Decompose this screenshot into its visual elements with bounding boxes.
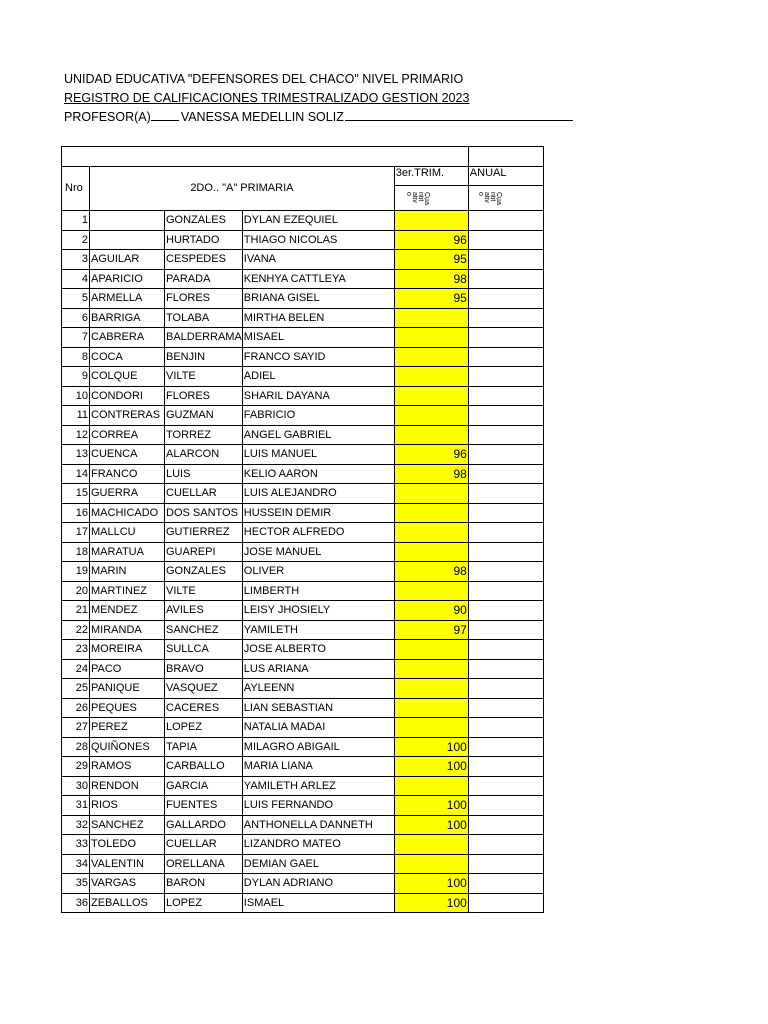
given-names: BRIANA GISEL xyxy=(242,289,394,309)
row-number: 32 xyxy=(62,815,90,835)
given-names: LUIS ALEJANDRO xyxy=(242,484,394,504)
surname-1: CONTRERAS xyxy=(90,406,165,426)
given-names: LUIS MANUEL xyxy=(242,445,394,465)
surname-1: SANCHEZ xyxy=(90,815,165,835)
grade-anual[interactable] xyxy=(468,620,543,640)
table-row xyxy=(62,347,544,367)
given-names: HECTOR ALFREDO xyxy=(242,523,394,543)
row-number: 30 xyxy=(62,776,90,796)
grade-3er-trim[interactable]: 98 xyxy=(394,562,468,582)
surname-1: MARATUA xyxy=(90,542,165,562)
given-names: MISAEL xyxy=(242,328,394,348)
row-number: 24 xyxy=(62,659,90,679)
table-row xyxy=(62,269,544,289)
grade-3er-trim[interactable] xyxy=(394,776,468,796)
row-number: 15 xyxy=(62,484,90,504)
surname-1: VARGAS xyxy=(90,874,165,894)
given-names: MARIA LIANA xyxy=(242,757,394,777)
surname-1 xyxy=(90,230,165,250)
surname-1: PEREZ xyxy=(90,718,165,738)
grade-3er-trim[interactable] xyxy=(394,503,468,523)
grade-anual[interactable] xyxy=(468,737,543,757)
given-names: NATALIA MADAI xyxy=(242,718,394,738)
grade-anual[interactable] xyxy=(468,289,543,309)
given-names: KENHYA CATTLEYA xyxy=(242,269,394,289)
table-row xyxy=(62,737,544,757)
grade-3er-trim[interactable]: 100 xyxy=(394,757,468,777)
given-names: LUS ARIANA xyxy=(242,659,394,679)
surname-2: BALDERRAMA xyxy=(165,328,243,348)
table-row xyxy=(62,211,544,231)
surname-2: LUIS xyxy=(165,464,243,484)
given-names: DEMIAN GAEL xyxy=(242,854,394,874)
table-row xyxy=(62,718,544,738)
surname-2: GONZALES xyxy=(165,562,243,582)
given-names: AYLEENN xyxy=(242,679,394,699)
surname-2: GALLARDO xyxy=(165,815,243,835)
row-number: 28 xyxy=(62,737,90,757)
grade-3er-trim[interactable] xyxy=(394,698,468,718)
row-number: 19 xyxy=(62,562,90,582)
table-row xyxy=(62,542,544,562)
given-names: ISMAEL xyxy=(242,893,394,913)
table-row xyxy=(62,464,544,484)
surname-1: COLQUE xyxy=(90,367,165,387)
surname-2: DOS SANTOS xyxy=(165,503,243,523)
row-number: 21 xyxy=(62,601,90,621)
grade-anual[interactable] xyxy=(468,718,543,738)
grade-3er-trim[interactable] xyxy=(394,328,468,348)
grade-3er-trim[interactable] xyxy=(394,308,468,328)
surname-2: TORREZ xyxy=(165,425,243,445)
grade-3er-trim[interactable] xyxy=(394,718,468,738)
surname-2: LOPEZ xyxy=(165,893,243,913)
row-number: 29 xyxy=(62,757,90,777)
row-number: 36 xyxy=(62,893,90,913)
row-number: 26 xyxy=(62,698,90,718)
surname-2: CARBALLO xyxy=(165,757,243,777)
teacher-label: PROFESOR(A) xyxy=(64,110,151,124)
row-number: 31 xyxy=(62,796,90,816)
table-row xyxy=(62,484,544,504)
surname-1: MARTINEZ xyxy=(90,581,165,601)
surname-1: MIRANDA xyxy=(90,620,165,640)
surname-2: FUENTES xyxy=(165,796,243,816)
grade-anual[interactable] xyxy=(468,796,543,816)
row-number: 34 xyxy=(62,854,90,874)
surname-2: LOPEZ xyxy=(165,718,243,738)
given-names: SHARIL DAYANA xyxy=(242,386,394,406)
surname-2: ORELLANA xyxy=(165,854,243,874)
grade-3er-trim[interactable]: 95 xyxy=(394,250,468,270)
given-names: FRANCO SAYID xyxy=(242,347,394,367)
row-number: 10 xyxy=(62,386,90,406)
grade-3er-trim[interactable]: 97 xyxy=(394,620,468,640)
teacher-line xyxy=(64,109,573,125)
grade-3er-trim[interactable] xyxy=(394,425,468,445)
grade-anual[interactable] xyxy=(468,562,543,582)
surname-1: BARRIGA xyxy=(90,308,165,328)
surname-1: MENDEZ xyxy=(90,601,165,621)
surname-1: MACHICADO xyxy=(90,503,165,523)
grade-3er-trim[interactable] xyxy=(394,406,468,426)
surname-2: CUELLAR xyxy=(165,835,243,855)
row-number: 22 xyxy=(62,620,90,640)
table-row xyxy=(62,698,544,718)
given-names: KELIO AARON xyxy=(242,464,394,484)
given-names: ADIEL xyxy=(242,367,394,387)
grade-anual[interactable] xyxy=(468,445,543,465)
row-number: 3 xyxy=(62,250,90,270)
subheader-anual xyxy=(468,186,543,211)
surname-1: TOLEDO xyxy=(90,835,165,855)
row-number: 35 xyxy=(62,874,90,894)
grade-anual[interactable] xyxy=(468,503,543,523)
surname-2: BENJIN xyxy=(165,347,243,367)
grade-anual[interactable] xyxy=(468,308,543,328)
surname-1: AGUILAR xyxy=(90,250,165,270)
table-row xyxy=(62,308,544,328)
surname-2: CUELLAR xyxy=(165,484,243,504)
row-number: 23 xyxy=(62,640,90,660)
grade-3er-trim[interactable]: 100 xyxy=(394,796,468,816)
row-number: 17 xyxy=(62,523,90,543)
table-row xyxy=(62,289,544,309)
grade-anual[interactable] xyxy=(468,854,543,874)
grade-3er-trim[interactable] xyxy=(394,484,468,504)
table-row xyxy=(62,815,544,835)
surname-2: FLORES xyxy=(165,386,243,406)
given-names: DYLAN ADRIANO xyxy=(242,874,394,894)
header-row xyxy=(62,166,544,186)
row-number: 25 xyxy=(62,679,90,699)
grade-anual[interactable] xyxy=(468,601,543,621)
table-row xyxy=(62,406,544,426)
grade-3er-trim[interactable] xyxy=(394,211,468,231)
surname-1: CORREA xyxy=(90,425,165,445)
table-row xyxy=(62,601,544,621)
grade-3er-trim[interactable] xyxy=(394,347,468,367)
surname-1: COCA xyxy=(90,347,165,367)
surname-2: HURTADO xyxy=(165,230,243,250)
table-row xyxy=(62,835,544,855)
surname-1: CUENCA xyxy=(90,445,165,465)
surname-2: SULLCA xyxy=(165,640,243,660)
given-names: FABRICIO xyxy=(242,406,394,426)
given-names: LEISY JHOSIELY xyxy=(242,601,394,621)
grade-3er-trim[interactable] xyxy=(394,581,468,601)
grade-3er-trim[interactable]: 90 xyxy=(394,601,468,621)
grade-anual[interactable] xyxy=(468,698,543,718)
surname-1: CABRERA xyxy=(90,328,165,348)
surname-2: AVILES xyxy=(165,601,243,621)
surname-1: CONDORI xyxy=(90,386,165,406)
table-row xyxy=(62,523,544,543)
grade-anual[interactable] xyxy=(468,386,543,406)
col-header-class: 2DO.. "A" PRIMARIA xyxy=(90,166,395,211)
table-row xyxy=(62,367,544,387)
grade-anual[interactable] xyxy=(468,815,543,835)
surname-2: GONZALES xyxy=(165,211,243,231)
surname-2: SANCHEZ xyxy=(165,620,243,640)
given-names: YAMILETH ARLEZ xyxy=(242,776,394,796)
register-title: REGISTRO DE CALIFICACIONES TRIMESTRALIZADO GESTION 2023 xyxy=(64,91,470,105)
table-row xyxy=(62,679,544,699)
row-number: 8 xyxy=(62,347,90,367)
grade-anual[interactable] xyxy=(468,679,543,699)
grade-anual[interactable] xyxy=(468,581,543,601)
surname-1: PANIQUE xyxy=(90,679,165,699)
spacer-row xyxy=(62,147,544,167)
subheader-anual-text: Cua ntit ativ o xyxy=(476,192,502,205)
surname-2: TOLABA xyxy=(165,308,243,328)
row-number: 16 xyxy=(62,503,90,523)
grade-anual[interactable] xyxy=(468,328,543,348)
grade-anual[interactable] xyxy=(468,269,543,289)
surname-2: GARCIA xyxy=(165,776,243,796)
surname-1: MOREIRA xyxy=(90,640,165,660)
surname-1: RENDON xyxy=(90,776,165,796)
grade-3er-trim[interactable]: 98 xyxy=(394,269,468,289)
surname-1: RIOS xyxy=(90,796,165,816)
given-names: OLIVER xyxy=(242,562,394,582)
grade-anual[interactable] xyxy=(468,874,543,894)
table-row xyxy=(62,776,544,796)
grade-3er-trim[interactable]: 100 xyxy=(394,874,468,894)
grade-anual[interactable] xyxy=(468,523,543,543)
table-row xyxy=(62,250,544,270)
given-names: LIZANDRO MATEO xyxy=(242,835,394,855)
surname-1: ARMELLA xyxy=(90,289,165,309)
grade-3er-trim[interactable] xyxy=(394,835,468,855)
given-names: LIAN SEBASTIAN xyxy=(242,698,394,718)
grade-3er-trim[interactable]: 100 xyxy=(394,893,468,913)
grade-3er-trim[interactable] xyxy=(394,640,468,660)
grade-3er-trim[interactable] xyxy=(394,523,468,543)
given-names: DYLAN EZEQUIEL xyxy=(242,211,394,231)
subheader-trim xyxy=(394,186,468,211)
row-number: 18 xyxy=(62,542,90,562)
surname-2: CESPEDES xyxy=(165,250,243,270)
grade-3er-trim[interactable] xyxy=(394,386,468,406)
surname-1: PACO xyxy=(90,659,165,679)
grade-3er-trim[interactable] xyxy=(394,659,468,679)
grade-anual[interactable] xyxy=(468,250,543,270)
subheader-trim-text: Cua ntit ativ o xyxy=(404,192,430,205)
grade-anual[interactable] xyxy=(468,640,543,660)
row-number: 9 xyxy=(62,367,90,387)
surname-1: RAMOS xyxy=(90,757,165,777)
table-row xyxy=(62,854,544,874)
surname-2: PARADA xyxy=(165,269,243,289)
grade-anual[interactable] xyxy=(468,542,543,562)
grade-anual[interactable] xyxy=(468,659,543,679)
grade-3er-trim[interactable] xyxy=(394,367,468,387)
grades-table xyxy=(61,146,544,913)
grade-anual[interactable] xyxy=(468,757,543,777)
row-number: 13 xyxy=(62,445,90,465)
grade-3er-trim[interactable]: 98 xyxy=(394,464,468,484)
given-names: ANTHONELLA DANNETH xyxy=(242,815,394,835)
table-row xyxy=(62,445,544,465)
grade-anual[interactable] xyxy=(468,425,543,445)
surname-2: BARON xyxy=(165,874,243,894)
table-row xyxy=(62,503,544,523)
col-header-anual: ANUAL xyxy=(468,166,543,186)
given-names: IVANA xyxy=(242,250,394,270)
given-names: ANGEL GABRIEL xyxy=(242,425,394,445)
table-row xyxy=(62,874,544,894)
grade-anual[interactable] xyxy=(468,347,543,367)
grade-3er-trim[interactable]: 100 xyxy=(394,815,468,835)
row-number: 14 xyxy=(62,464,90,484)
table-row xyxy=(62,386,544,406)
row-number: 5 xyxy=(62,289,90,309)
grade-3er-trim[interactable]: 100 xyxy=(394,737,468,757)
grade-anual[interactable] xyxy=(468,776,543,796)
table-row xyxy=(62,581,544,601)
given-names: THIAGO NICOLAS xyxy=(242,230,394,250)
surname-1: GUERRA xyxy=(90,484,165,504)
grade-anual[interactable] xyxy=(468,367,543,387)
grade-3er-trim[interactable]: 96 xyxy=(394,230,468,250)
row-number: 33 xyxy=(62,835,90,855)
surname-2: GUAREPI xyxy=(165,542,243,562)
row-number: 2 xyxy=(62,230,90,250)
grade-anual[interactable] xyxy=(468,484,543,504)
grade-3er-trim[interactable]: 96 xyxy=(394,445,468,465)
surname-2: VASQUEZ xyxy=(165,679,243,699)
grade-anual[interactable] xyxy=(468,464,543,484)
surname-2: BRAVO xyxy=(165,659,243,679)
surname-1: QUIÑONES xyxy=(90,737,165,757)
row-number: 20 xyxy=(62,581,90,601)
surname-1: PEQUES xyxy=(90,698,165,718)
surname-1: MALLCU xyxy=(90,523,165,543)
given-names: MIRTHA BELEN xyxy=(242,308,394,328)
surname-2: TAPIA xyxy=(165,737,243,757)
surname-1: FRANCO xyxy=(90,464,165,484)
grade-anual[interactable] xyxy=(468,406,543,426)
surname-2: ALARCON xyxy=(165,445,243,465)
table-row xyxy=(62,796,544,816)
row-number: 27 xyxy=(62,718,90,738)
grade-3er-trim[interactable]: 95 xyxy=(394,289,468,309)
col-header-nro: Nro xyxy=(62,166,90,211)
table-row xyxy=(62,757,544,777)
given-names: LIMBERTH xyxy=(242,581,394,601)
given-names: JOSE MANUEL xyxy=(242,542,394,562)
surname-2: CACERES xyxy=(165,698,243,718)
table-row xyxy=(62,893,544,913)
grade-3er-trim[interactable] xyxy=(394,679,468,699)
surname-2: VILTE xyxy=(165,367,243,387)
given-names: HUSSEIN DEMIR xyxy=(242,503,394,523)
grade-anual[interactable] xyxy=(468,211,543,231)
surname-1: VALENTIN xyxy=(90,854,165,874)
teacher-name: VANESSA MEDELLIN SOLIZ xyxy=(180,110,344,124)
surname-2: FLORES xyxy=(165,289,243,309)
surname-1: APARICIO xyxy=(90,269,165,289)
row-number: 4 xyxy=(62,269,90,289)
surname-2: GUZMAN xyxy=(165,406,243,426)
row-number: 11 xyxy=(62,406,90,426)
col-header-trim: 3er.TRIM. xyxy=(394,166,468,186)
grade-3er-trim[interactable] xyxy=(394,542,468,562)
given-names: YAMILETH xyxy=(242,620,394,640)
table-row xyxy=(62,562,544,582)
surname-2: GUTIERREZ xyxy=(165,523,243,543)
given-names: LUIS FERNANDO xyxy=(242,796,394,816)
surname-1 xyxy=(90,211,165,231)
blank-rule xyxy=(151,109,179,121)
table-row xyxy=(62,620,544,640)
surname-2: VILTE xyxy=(165,581,243,601)
table-row xyxy=(62,328,544,348)
surname-1: ZEBALLOS xyxy=(90,893,165,913)
surname-1: MARIN xyxy=(90,562,165,582)
given-names: MILAGRO ABIGAIL xyxy=(242,737,394,757)
table-row xyxy=(62,659,544,679)
grade-anual[interactable] xyxy=(468,835,543,855)
row-number: 6 xyxy=(62,308,90,328)
table-row xyxy=(62,230,544,250)
row-number: 7 xyxy=(62,328,90,348)
given-names: JOSE ALBERTO xyxy=(242,640,394,660)
row-number: 1 xyxy=(62,211,90,231)
row-number: 12 xyxy=(62,425,90,445)
table-row xyxy=(62,425,544,445)
grade-anual[interactable] xyxy=(468,893,543,913)
table-row xyxy=(62,640,544,660)
school-title: UNIDAD EDUCATIVA "DEFENSORES DEL CHACO" NIVEL PRIMARIO xyxy=(64,72,464,86)
blank-rule xyxy=(345,109,573,121)
grade-anual[interactable] xyxy=(468,230,543,250)
grade-3er-trim[interactable] xyxy=(394,854,468,874)
